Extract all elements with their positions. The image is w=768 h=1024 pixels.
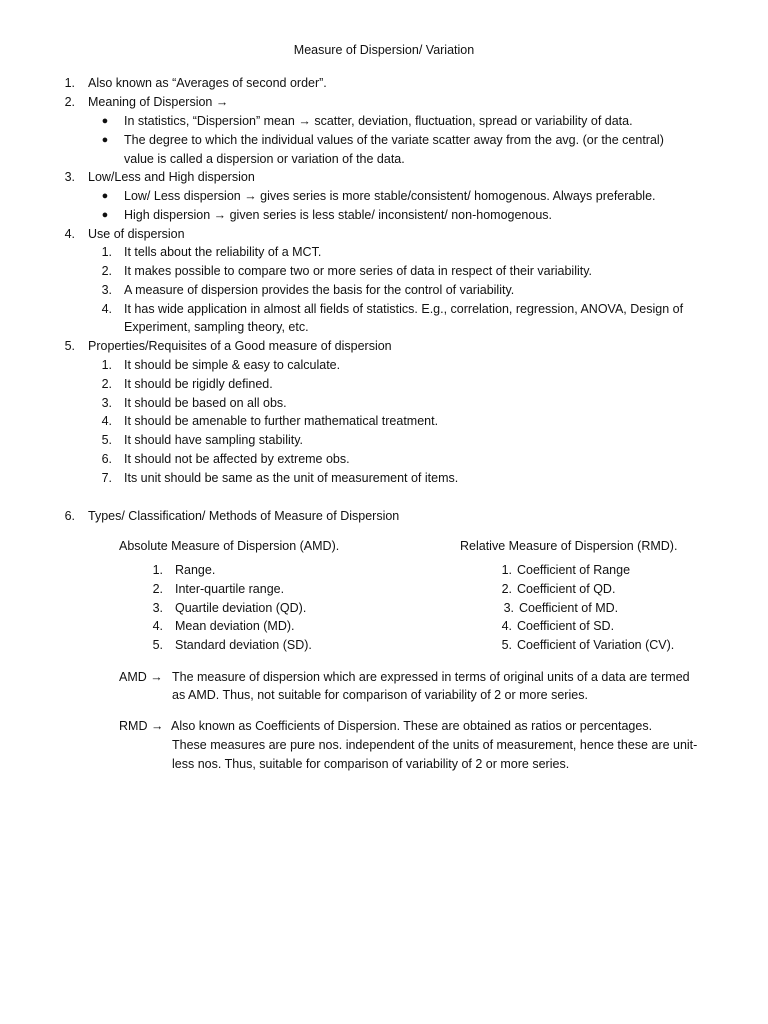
bullet-icon: ● [101,209,109,221]
sub-item-number: 3. [101,396,112,410]
item-text: Meaning of Dispersion → [88,95,229,109]
sub-item-text: It tells about the reliability of a MCT. [124,245,322,259]
amd-item-number: 4. [152,619,163,633]
bullet-text: The degree to which the individual values of the variate scatter away from the avg. (or the central) [124,133,664,147]
rmd-heading: Relative Measure of Dispersion (RMD). [460,539,678,553]
bullet-text: In statistics, “Dispersion” mean → scatter, deviation, fluctuation, spread or variability of data. [124,114,633,128]
bullet-text: Low/ Less dispersion → gives series is more stable/consistent/ homogenous. Always preferable. [124,189,656,203]
item-text: Types/ Classification/ Methods of Measure of Dispersion [88,509,400,523]
sub-item-text: It should have sampling stability. [124,433,304,447]
sub-item-number: 7. [101,471,112,485]
sub-item-text: Experiment, sampling theory, etc. [124,320,309,334]
sub-item-text: It should not be affected by extreme obs. [124,452,350,466]
rmd-item-text: Coefficient of Range [517,563,631,577]
item-number: 2. [64,95,75,109]
sub-item-number: 3. [101,283,112,297]
rmd-item-text: Coefficient of MD. [519,601,619,615]
rmd-definition-text: These measures are pure nos. independent of the units of measurement, hence these are unit- [172,738,698,752]
bullet-icon: ● [101,134,109,146]
amd-definition-label: AMD → [119,670,163,684]
rmd-item-text: Coefficient of QD. [517,582,616,596]
rmd-item-text: Coefficient of Variation (CV). [517,638,675,652]
sub-item-text: It should be amenable to further mathematical treatment. [124,414,439,428]
item-number: 5. [64,339,75,353]
amd-item-number: 5. [152,638,163,652]
sub-item-text: It has wide application in almost all fields of statistics. E.g., correlation, regression, ANOVA, Design of [124,302,684,316]
page-title: Measure of Dispersion/ Variation [293,43,475,57]
sub-item-number: 6. [101,452,112,466]
rmd-definition-text: Also known as Coefficients of Dispersion. These are obtained as ratios or percentages. [171,719,653,733]
sub-item-text: It should be based on all obs. [124,396,287,410]
sub-item-number: 1. [101,245,112,259]
rmd-item-number: 2. [501,582,512,596]
rmd-item-number: 3. [503,601,514,615]
amd-item-text: Standard deviation (SD). [175,638,312,652]
sub-item-text: It should be rigidly defined. [124,377,273,391]
amd-definition-text: as AMD. Thus, not suitable for comparison of variability of 2 or more series. [172,688,588,702]
rmd-definition-label: RMD → [119,719,164,733]
item-text: Low/Less and High dispersion [88,170,255,184]
bullet-icon: ● [101,190,109,202]
bullet-text: value is called a dispersion or variation of the data. [124,152,405,166]
amd-item-text: Quartile deviation (QD). [175,601,307,615]
item-number: 4. [64,227,75,241]
rmd-item-number: 1. [501,563,512,577]
rmd-item-number: 4. [501,619,512,633]
rmd-item-text: Coefficient of SD. [517,619,615,633]
amd-definition-text: The measure of dispersion which are expressed in terms of original units of a data are termed [172,670,690,684]
item-text: Use of dispersion [88,227,185,241]
bullet-text: High dispersion → given series is less stable/ inconsistent/ non-homogenous. [124,208,553,222]
sub-item-number: 4. [101,414,112,428]
amd-item-text: Range. [175,563,216,577]
sub-item-number: 2. [101,264,112,278]
sub-item-text: It makes possible to compare two or more series of data in respect of their variability. [124,264,593,278]
amd-item-number: 2. [152,582,163,596]
rmd-definition-text: less nos. Thus, suitable for comparison of variability of 2 or more series. [172,757,570,771]
bullet-icon: ● [101,115,109,127]
sub-item-number: 1. [101,358,112,372]
item-number: 3. [64,170,75,184]
item-text: Properties/Requisites of a Good measure of dispersion [88,339,392,353]
rmd-item-number: 5. [501,638,512,652]
sub-item-text: It should be simple & easy to calculate. [124,358,341,372]
amd-item-text: Inter-quartile range. [175,582,285,596]
amd-item-text: Mean deviation (MD). [175,619,295,633]
amd-heading: Absolute Measure of Dispersion (AMD). [119,539,340,553]
sub-item-text: A measure of dispersion provides the basis for the control of variability. [124,283,515,297]
sub-item-number: 2. [101,377,112,391]
item-number: 1. [64,76,75,90]
sub-item-number: 4. [101,302,112,316]
sub-item-number: 5. [101,433,112,447]
item-text: Also known as “Averages of second order”. [88,76,327,90]
item-number: 6. [64,509,75,523]
amd-item-number: 1. [152,563,163,577]
amd-item-number: 3. [152,601,163,615]
sub-item-text: Its unit should be same as the unit of measurement of items. [124,471,459,485]
